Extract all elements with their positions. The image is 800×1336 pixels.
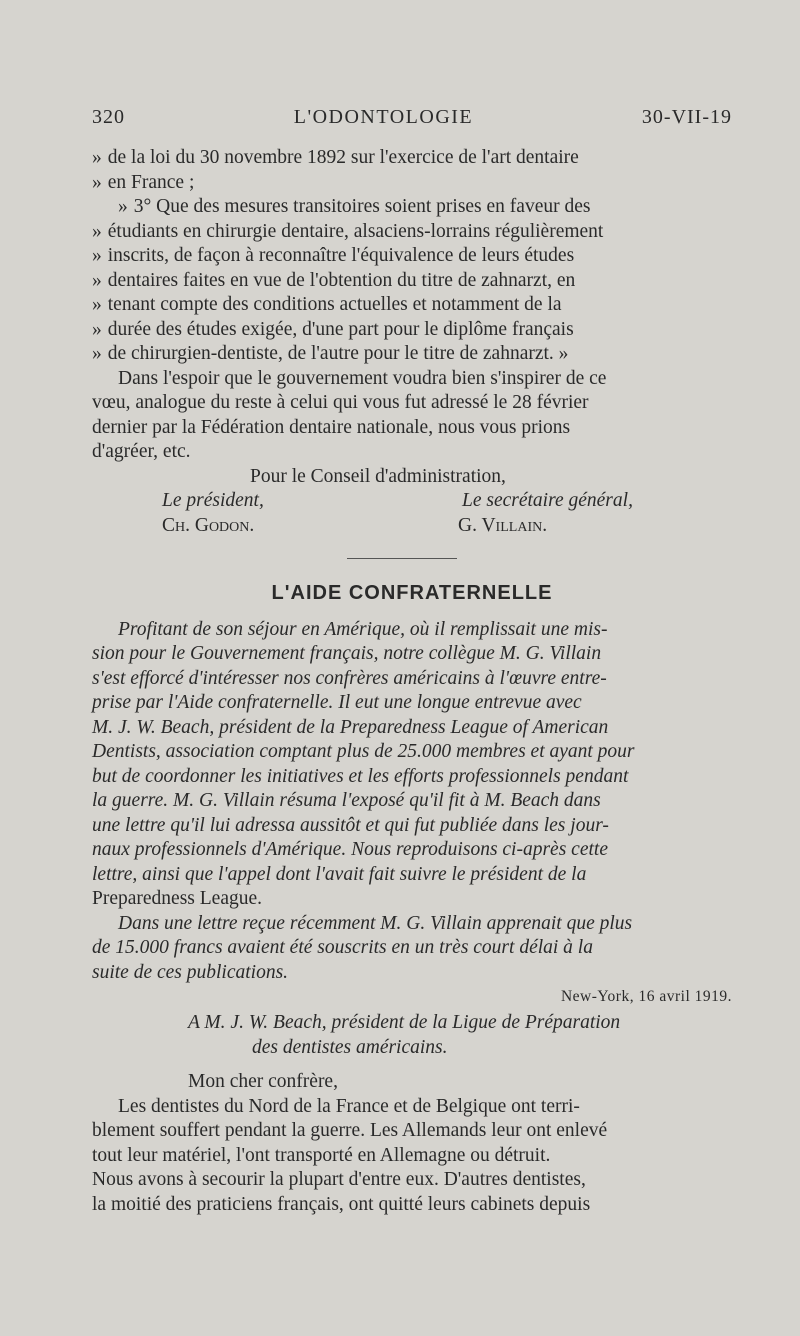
paragraph-line: Dentists, association comptant plus de 25.000 membres et ayant pour: [92, 741, 635, 762]
signature-council: Pour le Conseil d'administration,: [250, 465, 506, 487]
quoted-line: » de la loi du 30 novembre 1892 sur l'exercice de l'art dentaire: [92, 147, 579, 168]
letter-addressee: des dentistes américains.: [252, 1036, 448, 1058]
quoted-line: » dentaires faites en vue de l'obtention du titre de zahnarzt, en: [92, 269, 576, 291]
paragraph-line: dernier par la Fédération dentaire nationale, nous vous prions: [92, 416, 571, 438]
section-title: L'AIDE CONFRATERNELLE: [271, 582, 553, 604]
president-role: Le président,: [162, 490, 264, 511]
paragraph-line: prise par l'Aide confraternelle. Il eut une longue entrevue avec: [92, 692, 582, 713]
letter-date: New-York, 16 avril 1919.: [560, 988, 732, 1005]
quoted-line: » en France ;: [92, 171, 195, 193]
letter-line: la moitié des praticiens français, ont quitté leurs cabinets depuis: [92, 1193, 591, 1215]
quoted-line: » 3° Que des mesures transitoires soient prises en faveur des: [118, 196, 591, 217]
paragraph-line: de 15.000 francs avaient été souscrits en un très court délai à la: [92, 937, 593, 958]
president-name: Ch. Godon.: [162, 514, 255, 536]
paragraph-line: Preparedness League.: [92, 888, 263, 909]
paragraph-line: s'est efforcé d'intéresser nos confrères américains à l'œuvre entre-: [92, 667, 607, 689]
paragraph-line: une lettre qu'il lui adressa aussitôt et qui fut publiée dans les jour-: [92, 814, 609, 836]
paragraph-line: vœu, analogue du reste à celui qui vous fut adressé le 28 février: [92, 392, 589, 413]
letter-line: Nous avons à secourir la plupart d'entre eux. D'autres dentistes,: [92, 1169, 586, 1190]
quoted-line: » durée des études exigée, d'une part pour le diplôme français: [92, 318, 574, 340]
paragraph-line: but de coordonner les initiatives et les efforts professionnels pendant: [92, 765, 629, 787]
signature-names: [92, 514, 732, 539]
letter-line: Les dentistes du Nord de la France et de Belgique ont terri-: [118, 1095, 580, 1117]
section-divider: [347, 558, 457, 559]
page-body: [92, 146, 732, 1217]
journal-title: L'ODONTOLOGIE: [293, 106, 474, 128]
quoted-line: » de chirurgien-dentiste, de l'autre pour le titre de zahnarzt. »: [92, 343, 569, 364]
paragraph-line: Dans une lettre reçue récemment M. G. Villain apprenait que plus: [118, 912, 633, 934]
paragraph-line: lettre, ainsi que l'appel dont l'avait fait suivre le président de la: [92, 863, 587, 885]
paragraph-line: naux professionnels d'Amérique. Nous reproduisons ci-après cette: [92, 839, 608, 860]
quoted-line: » inscrits, de façon à reconnaître l'équivalence de leurs études: [92, 245, 575, 266]
paragraph-line: Dans l'espoir que le gouvernement voudra bien s'inspirer de ce: [118, 367, 607, 389]
letter-salutation: Mon cher confrère,: [188, 1071, 338, 1092]
paragraph-line: sion pour le Gouvernement français, notre collègue M. G. Villain: [92, 643, 602, 664]
quoted-line: » tenant compte des conditions actuelles et notamment de la: [92, 294, 562, 315]
letter-line: blement souffert pendant la guerre. Les Allemands leur ont enlevé: [92, 1120, 608, 1141]
issue-date: 30-VII-19: [641, 106, 732, 128]
signature-roles: [92, 489, 732, 514]
letter-addressee: A M. J. W. Beach, président de la Ligue de Préparation: [188, 1012, 621, 1033]
secretary-role: Le secrétaire général,: [462, 490, 633, 511]
running-header: [92, 106, 732, 129]
paragraph-line: M. J. W. Beach, président de la Preparedness League of American: [92, 716, 609, 738]
paragraph-line: d'agréer, etc.: [92, 441, 191, 462]
secretary-name: G. Villain.: [458, 514, 548, 536]
page-number: 320: [92, 106, 125, 128]
paragraph-line: suite de ces publications.: [92, 961, 289, 983]
letter-line: tout leur matériel, l'ont transporté en Allemagne ou détruit.: [92, 1144, 551, 1166]
paragraph-line: Profitant de son séjour en Amérique, où il remplissait une mis-: [118, 618, 608, 640]
paragraph-line: la guerre. M. G. Villain résuma l'exposé qu'il fit à M. Beach dans: [92, 790, 601, 811]
quoted-line: » étudiants en chirurgie dentaire, alsaciens-lorrains régulièrement: [92, 220, 604, 242]
